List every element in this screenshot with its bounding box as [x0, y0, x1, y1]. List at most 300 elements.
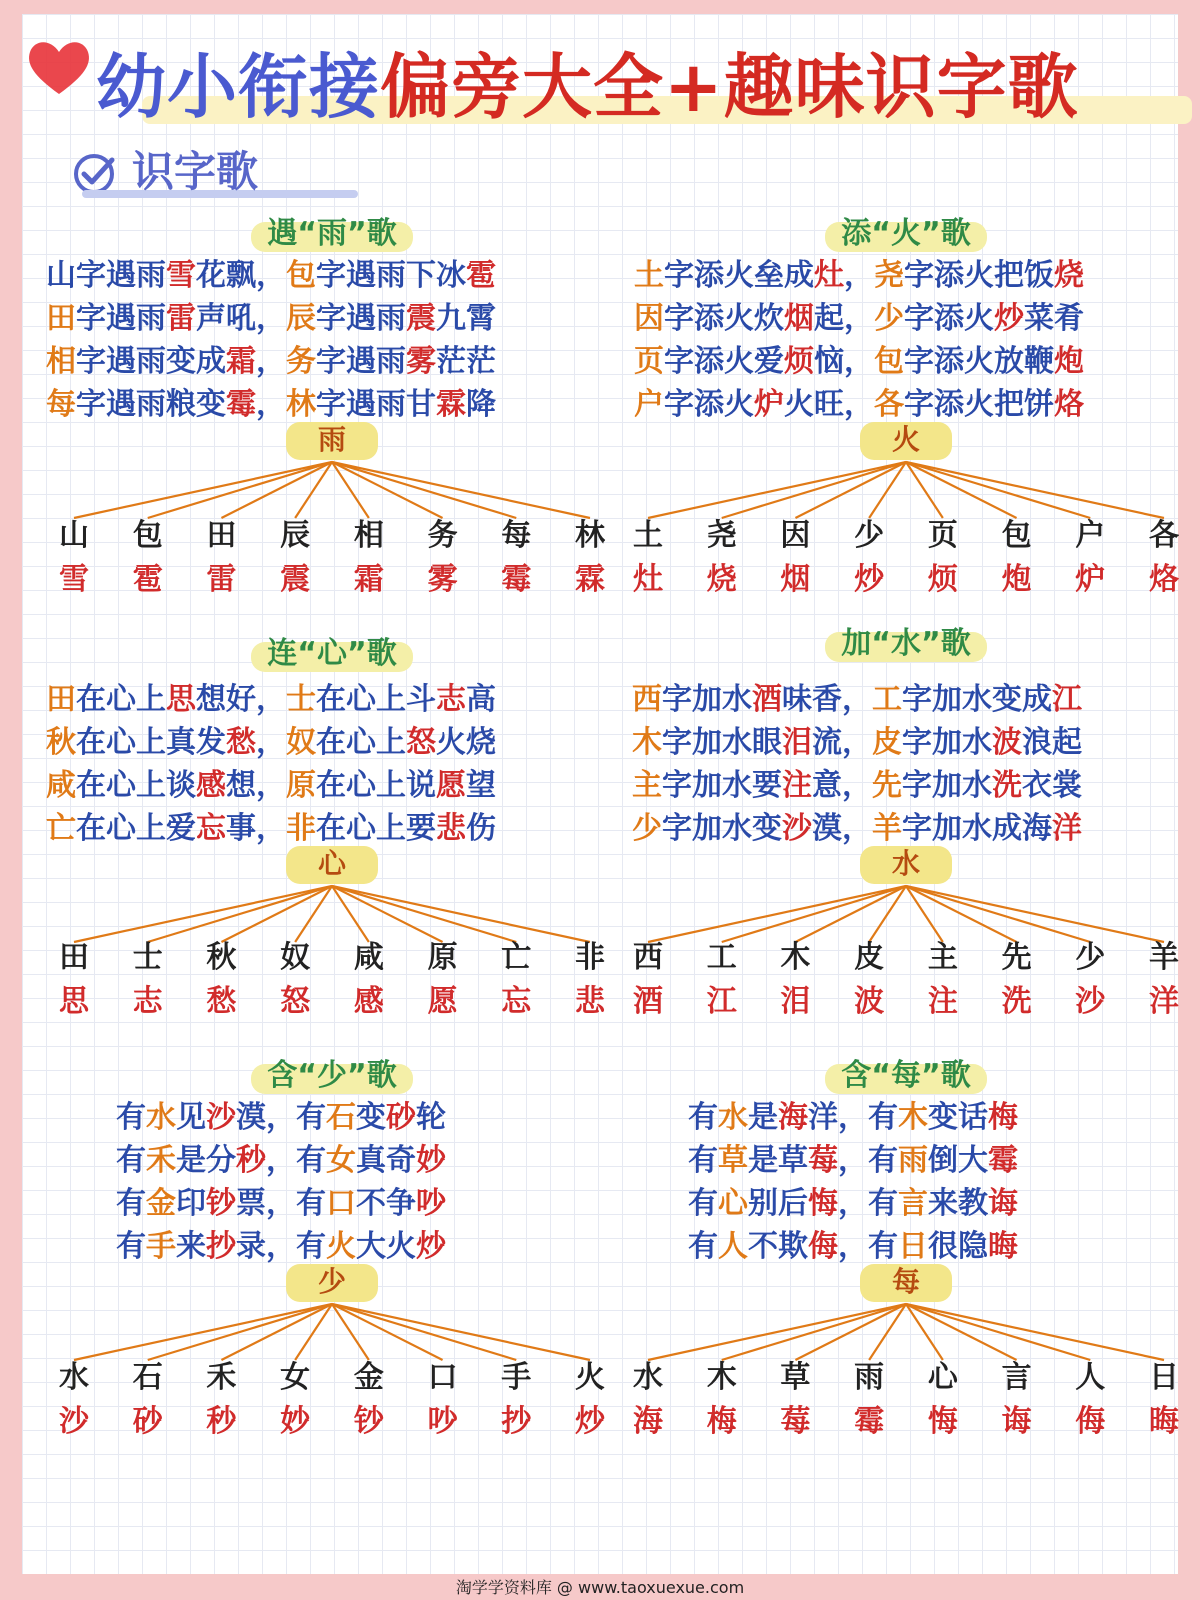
combined-character: 忘: [501, 984, 532, 1019]
base-character: 林: [575, 518, 605, 553]
verse-segment: 高: [466, 682, 496, 717]
verse-segment: 木: [898, 1100, 928, 1135]
verse-segment: 原: [286, 768, 316, 803]
verse-segment: 茫茫: [436, 344, 496, 379]
verse-segment: 九霄: [436, 301, 496, 336]
base-character: 西: [633, 940, 663, 975]
verse-segment: 注: [782, 768, 812, 803]
verse-segment: 皮: [872, 725, 902, 760]
verse-segment: 羊: [872, 811, 902, 846]
verse-segment: 字加水: [902, 768, 992, 803]
combined-character: 沙: [1075, 984, 1106, 1019]
verse-segment: 火旺，: [784, 387, 874, 422]
verse-segment: 在心上: [76, 682, 166, 717]
base-character: 相: [353, 518, 384, 553]
verse-segment: 字加水眼: [662, 725, 782, 760]
combined-character: 炉: [1075, 562, 1106, 597]
verse-segment: 是分: [176, 1143, 236, 1178]
verse-segment: 言: [898, 1186, 928, 1221]
verse-segment: 字遇雨下冰: [316, 258, 466, 293]
verse-segment: 字遇雨: [76, 258, 166, 293]
combined-character: 洗: [1001, 984, 1032, 1019]
section-title-text: 遇“雨”歌: [251, 212, 412, 256]
base-character: 木: [780, 940, 811, 975]
combined-character: 雷: [206, 562, 237, 597]
base-character: 奴: [280, 940, 311, 975]
verse-segment: 字添火垒成: [664, 258, 814, 293]
base-character: 原: [427, 940, 458, 975]
verse-segment: 林: [286, 387, 316, 422]
footer: 淘学学资料库 @ www.taoxuexue.com: [455, 1578, 745, 1597]
combined-character: 烙: [1149, 562, 1179, 597]
combined-character: 烦: [927, 562, 958, 597]
combined-character: 怒: [280, 984, 311, 1019]
verse-segment: 漠，: [812, 811, 872, 846]
verse-segment: 伤: [466, 811, 496, 846]
verse-segment: 浪起: [1022, 725, 1082, 760]
combined-character: 妙: [280, 1404, 311, 1439]
verse-segment: 莓: [808, 1143, 838, 1178]
verse-segment: 字遇雨变成: [76, 344, 226, 379]
verse-segment: 真奇: [356, 1143, 416, 1178]
verse-segment: 有: [688, 1100, 718, 1135]
verse-segment: ，: [256, 344, 286, 379]
verse-segment: 字遇雨: [76, 301, 166, 336]
radical-root: 火: [858, 418, 954, 462]
verse-segment: 在心上: [316, 725, 406, 760]
verse-segment: 主: [632, 768, 662, 803]
verse-segment: 沙: [782, 811, 812, 846]
section-title-text: 添“火”歌: [825, 212, 986, 256]
section-title-text: 含“每”歌: [825, 1054, 986, 1098]
verse-segment: 洋，有: [808, 1100, 898, 1135]
verse-segment: ，有: [838, 1186, 898, 1221]
verse-segment: 悔: [808, 1186, 838, 1221]
verse-segment: 水: [146, 1100, 176, 1135]
verse-segment: 火烧: [436, 725, 496, 760]
verse-segment: 有: [116, 1229, 146, 1264]
verse-segment: 字添火放鞭: [904, 344, 1054, 379]
verse-segment: 田: [46, 301, 76, 336]
section-title: [616, 1054, 1196, 1098]
verse-segment: 少: [874, 301, 904, 336]
combined-character: 雪: [59, 562, 89, 597]
base-character: 田: [206, 518, 237, 553]
verse-segment: 降: [466, 387, 496, 422]
verse-segment: 花飘，: [196, 258, 286, 293]
base-character: 少: [854, 518, 885, 553]
verse-segment: 菜肴: [1024, 301, 1084, 336]
base-character: 秋: [206, 940, 237, 975]
verse-segment: 愿: [436, 768, 466, 803]
verse-segment: 梅: [988, 1100, 1018, 1135]
verse-segment: 烟: [784, 301, 814, 336]
verse-segment: 字添火: [904, 301, 994, 336]
verse-segment: 怒: [406, 725, 436, 760]
verse-segment: 票，有: [236, 1186, 326, 1221]
combined-character: 钞: [353, 1404, 384, 1439]
verse-segment: 木: [632, 725, 662, 760]
combined-character: 抄: [501, 1404, 532, 1439]
base-character: 水: [59, 1360, 89, 1395]
verse-segment: 字添火: [664, 387, 754, 422]
verse-segment: 有: [116, 1186, 146, 1221]
verse-segment: 是草: [748, 1143, 808, 1178]
combined-character: 吵: [427, 1404, 458, 1439]
verse-segment: 包: [874, 344, 904, 379]
verse-segment: 少: [632, 811, 662, 846]
combined-character: 江: [706, 984, 737, 1019]
verse-segment: 字添火把饭: [904, 258, 1054, 293]
verse-segment: 工: [872, 682, 902, 717]
verse-segment: 衣裳: [1022, 768, 1082, 803]
branch-line: [74, 1304, 332, 1360]
verse-segment: 烦: [784, 344, 814, 379]
verse-segment: 有: [688, 1229, 718, 1264]
combined-character: 酒: [633, 984, 663, 1019]
verse-segment: 字加水成海: [902, 811, 1052, 846]
base-character: 页: [927, 518, 958, 553]
base-character: 言: [1001, 1360, 1032, 1395]
base-character: 户: [1075, 518, 1106, 553]
combined-character: 霉: [501, 562, 532, 597]
combined-character: 雾: [427, 562, 458, 597]
verse-segment: ，: [256, 725, 286, 760]
base-character: 手: [501, 1360, 532, 1395]
base-character: 因: [780, 518, 811, 553]
combined-character: 莓: [780, 1404, 811, 1439]
verse-segment: 火: [326, 1229, 356, 1264]
verse-segment: 字遇雨: [316, 301, 406, 336]
verse-segment: 炉: [754, 387, 784, 422]
verse-segment: 在心上谈: [76, 768, 196, 803]
verse-segment: 有: [688, 1143, 718, 1178]
verse-segment: 禾: [146, 1143, 176, 1178]
verse-segment: ，: [256, 387, 286, 422]
verse-segment: 声吼，: [196, 301, 286, 336]
verse-segment: 奴: [286, 725, 316, 760]
base-character: 人: [1075, 1360, 1106, 1395]
verse-segment: 烙: [1054, 387, 1084, 422]
verse-segment: 雪: [166, 258, 196, 293]
verse-segment: 洗: [992, 768, 1022, 803]
verse-segment: 务: [286, 344, 316, 379]
verse-segment: 在心上说: [316, 768, 436, 803]
verse-segment: ，: [844, 258, 874, 293]
verse-segment: 震: [406, 301, 436, 336]
combined-character: 梅: [706, 1404, 737, 1439]
verse-segment: 字加水变: [662, 811, 782, 846]
verse-segment: 心: [718, 1186, 748, 1221]
base-character: 皮: [854, 940, 885, 975]
verse-segment: 每: [46, 387, 76, 422]
verse-segment: 字加水变成: [902, 682, 1052, 717]
page: [22, 14, 1178, 1574]
verse-segment: 先: [872, 768, 902, 803]
verse-segment: 漠，有: [236, 1100, 326, 1135]
verse-segment: 字添火爱: [664, 344, 784, 379]
verse-line: [116, 1096, 696, 1139]
base-character: 少: [1075, 940, 1106, 975]
verse-segment: 包: [286, 258, 316, 293]
verse-segment: 志: [436, 682, 466, 717]
base-character: 土: [633, 518, 663, 553]
verse-segment: 恼，: [814, 344, 874, 379]
base-character: 石: [132, 1360, 163, 1395]
combined-character: 泪: [780, 984, 811, 1019]
verse-segment: 在心上斗: [316, 682, 436, 717]
verse-segment: 田: [46, 682, 76, 717]
verse-line: [688, 1139, 1200, 1182]
verse-segment: 波: [992, 725, 1022, 760]
verse-segment: 字遇雨粮变: [76, 387, 226, 422]
verse-segment: 霜: [226, 344, 256, 379]
combined-character: 烧: [706, 562, 737, 597]
base-character: 士: [132, 940, 163, 975]
verse-segment: 吵: [416, 1186, 446, 1221]
combined-character: 志: [132, 984, 163, 1019]
branch-line: [332, 1304, 590, 1360]
verse-segment: 是: [748, 1100, 778, 1135]
character-pairs: [616, 1356, 1196, 1456]
verse-segment: 妙: [416, 1143, 446, 1178]
combined-character: 震: [280, 562, 311, 597]
verse-segment: 山: [46, 258, 76, 293]
radical-root: 心: [284, 842, 380, 886]
base-character: 口: [427, 1360, 458, 1395]
section-title: [42, 1054, 622, 1098]
verse-segment: 诲: [988, 1186, 1018, 1221]
verse-segment: 侮: [808, 1229, 838, 1264]
combined-character: 海: [633, 1404, 663, 1439]
verse-segment: 秋: [46, 725, 76, 760]
base-character: 草: [780, 1360, 811, 1395]
combined-character: 诲: [1001, 1404, 1032, 1439]
verse-segment: 意，: [812, 768, 872, 803]
verse-segment: 页: [634, 344, 664, 379]
combined-character: 悔: [927, 1404, 958, 1439]
verse-segment: 抄: [206, 1229, 236, 1264]
verse-segment: 霖: [436, 387, 466, 422]
verse-line: [116, 1139, 696, 1182]
verse-segment: 口: [326, 1186, 356, 1221]
verse-segment: 西: [632, 682, 662, 717]
base-character: 每: [501, 518, 532, 553]
base-character: 包: [1001, 518, 1032, 553]
verse-segment: 流，: [812, 725, 872, 760]
verse-segment: 字添火炊: [664, 301, 784, 336]
base-character: 各: [1149, 518, 1179, 553]
base-character: 非: [575, 940, 605, 975]
base-character: 水: [633, 1360, 663, 1395]
combined-character: 砂: [132, 1404, 163, 1439]
radical-root: 雨: [284, 418, 380, 462]
section-title-text: 加“水”歌: [825, 622, 986, 666]
base-character: 木: [706, 1360, 737, 1395]
verse-line: [116, 1182, 696, 1225]
verse-segment: 来教: [928, 1186, 988, 1221]
verse-segment: 印: [176, 1186, 206, 1221]
base-character: 辰: [280, 518, 311, 553]
verse-segment: 字添火把饼: [904, 387, 1054, 422]
verse-segment: ，有: [838, 1143, 898, 1178]
verse-segment: 思: [166, 682, 196, 717]
verse-segment: 各: [874, 387, 904, 422]
combined-character: 炮: [1001, 562, 1032, 597]
verse-segment: 人: [718, 1229, 748, 1264]
base-character: 女: [280, 1360, 311, 1395]
verse-segment: 字加水: [662, 682, 752, 717]
verse-segment: 起，: [814, 301, 874, 336]
base-character: 禾: [206, 1360, 237, 1395]
base-character: 亡: [501, 940, 532, 975]
verse-segment: 愁: [226, 725, 256, 760]
combined-character: 侮: [1075, 1404, 1106, 1439]
verse-segment: 晦: [988, 1229, 1018, 1264]
base-character: 羊: [1149, 940, 1179, 975]
verse-segment: 石: [326, 1100, 356, 1135]
verse-segment: 海: [778, 1100, 808, 1135]
verse-segment: 望: [466, 768, 496, 803]
verse-segment: 想好，: [196, 682, 286, 717]
combined-character: 悲: [575, 984, 605, 1019]
verse-segment: 变话: [928, 1100, 988, 1135]
verse-segment: 相: [46, 344, 76, 379]
combined-character: 霜: [353, 562, 384, 597]
branch-line: [648, 1304, 906, 1360]
combined-character: 霉: [854, 1404, 885, 1439]
radical-root: 水: [858, 842, 954, 886]
verse-segment: 别后: [748, 1186, 808, 1221]
combined-character: 雹: [132, 562, 163, 597]
radical-root: 每: [858, 1260, 954, 1304]
combined-character: 愁: [206, 984, 237, 1019]
verse-segment: 不争: [356, 1186, 416, 1221]
verse-line: [688, 1096, 1200, 1139]
verse-segment: 变: [356, 1100, 386, 1135]
verse-segment: 手: [146, 1229, 176, 1264]
verse-segment: 金: [146, 1186, 176, 1221]
verse-segment: 事，: [226, 811, 286, 846]
verse-segment: 钞: [206, 1186, 236, 1221]
combined-character: 炒: [575, 1404, 605, 1439]
verse-segment: 在心上要: [316, 811, 436, 846]
verse-segment: 烧: [1054, 258, 1084, 293]
verse-segment: 女: [326, 1143, 356, 1178]
base-character: 咸: [353, 940, 384, 975]
verse-segment: ，有: [838, 1229, 898, 1264]
combined-character: 霖: [575, 562, 605, 597]
verse-segment: 户: [634, 387, 664, 422]
verse-segment: 炒: [994, 301, 1024, 336]
base-character: 田: [59, 940, 89, 975]
verse-segment: 轮: [416, 1100, 446, 1135]
verse-segment: 亡: [46, 811, 76, 846]
verse-segment: 有: [116, 1100, 146, 1135]
base-character: 务: [427, 518, 458, 553]
base-character: 火: [575, 1360, 605, 1395]
verse-segment: 来: [176, 1229, 206, 1264]
verse-segment: 霉: [988, 1143, 1018, 1178]
verse-segment: 有: [116, 1143, 146, 1178]
combined-character: 晦: [1149, 1404, 1179, 1439]
section-title-text: 连“心”歌: [251, 632, 412, 676]
base-character: 先: [1001, 940, 1032, 975]
verse-segment: 雨: [898, 1143, 928, 1178]
verse-segment: 洋: [1052, 811, 1082, 846]
verse-segment: 草: [718, 1143, 748, 1178]
verse-segment: 不欺: [748, 1229, 808, 1264]
verse-segment: 咸: [46, 768, 76, 803]
verse-segment: 水: [718, 1100, 748, 1135]
subtitle-text: 识字歌: [132, 147, 259, 196]
verse-segment: 炒: [416, 1229, 446, 1264]
combined-character: 沙: [59, 1404, 89, 1439]
base-character: 主: [927, 940, 958, 975]
combined-character: 秒: [206, 1404, 237, 1439]
branch-line: [906, 1304, 1164, 1360]
combined-character: 感: [353, 984, 384, 1019]
verse-segment: 雷: [166, 301, 196, 336]
base-character: 日: [1149, 1360, 1179, 1395]
verse-segment: 很隐: [928, 1229, 988, 1264]
base-character: 工: [706, 940, 737, 975]
combined-character: 波: [854, 984, 885, 1019]
section-title-text: 含“少”歌: [251, 1054, 412, 1098]
verse-segment: 非: [286, 811, 316, 846]
verse-segment: 砂: [386, 1100, 416, 1135]
combined-character: 烟: [780, 562, 811, 597]
verse-segment: 霉: [226, 387, 256, 422]
verse-segment: 土: [634, 258, 664, 293]
verse-segment: 酒: [752, 682, 782, 717]
base-character: 山: [59, 518, 89, 553]
verse-segment: 录，有: [236, 1229, 326, 1264]
verse-segment: 在心上真发: [76, 725, 226, 760]
combined-character: 灶: [633, 562, 663, 597]
verse-segment: 士: [286, 682, 316, 717]
verse-segment: 泪: [782, 725, 812, 760]
combined-character: 洋: [1149, 984, 1179, 1019]
verse-segment: 味香，: [782, 682, 872, 717]
base-character: 心: [927, 1360, 958, 1395]
base-character: 尧: [706, 518, 737, 553]
combined-character: 炒: [854, 562, 885, 597]
verse-segment: 感: [196, 768, 226, 803]
verse-segment: 尧: [874, 258, 904, 293]
verse-segment: 雹: [466, 258, 496, 293]
verse-segment: 想，: [226, 768, 286, 803]
verse-segment: 字加水: [902, 725, 992, 760]
base-character: 雨: [854, 1360, 885, 1395]
verse-segment: 有: [688, 1186, 718, 1221]
character-pairs: [42, 1356, 622, 1456]
base-character: 包: [132, 518, 163, 553]
verse-segment: 忘: [196, 811, 226, 846]
verse-segment: ，有: [266, 1143, 326, 1178]
verse-segment: 字加水要: [662, 768, 782, 803]
verse-segment: 雾: [406, 344, 436, 379]
verse-segment: 灶: [814, 258, 844, 293]
verse-segment: 秒: [236, 1143, 266, 1178]
verse-segment: 字遇雨: [316, 344, 406, 379]
verse-line: [116, 1225, 696, 1268]
verse-segment: 沙: [206, 1100, 236, 1135]
combined-character: 注: [927, 984, 958, 1019]
verse-segment: 炮: [1054, 344, 1084, 379]
base-character: 金: [353, 1360, 384, 1395]
verse-segment: 日: [898, 1229, 928, 1264]
